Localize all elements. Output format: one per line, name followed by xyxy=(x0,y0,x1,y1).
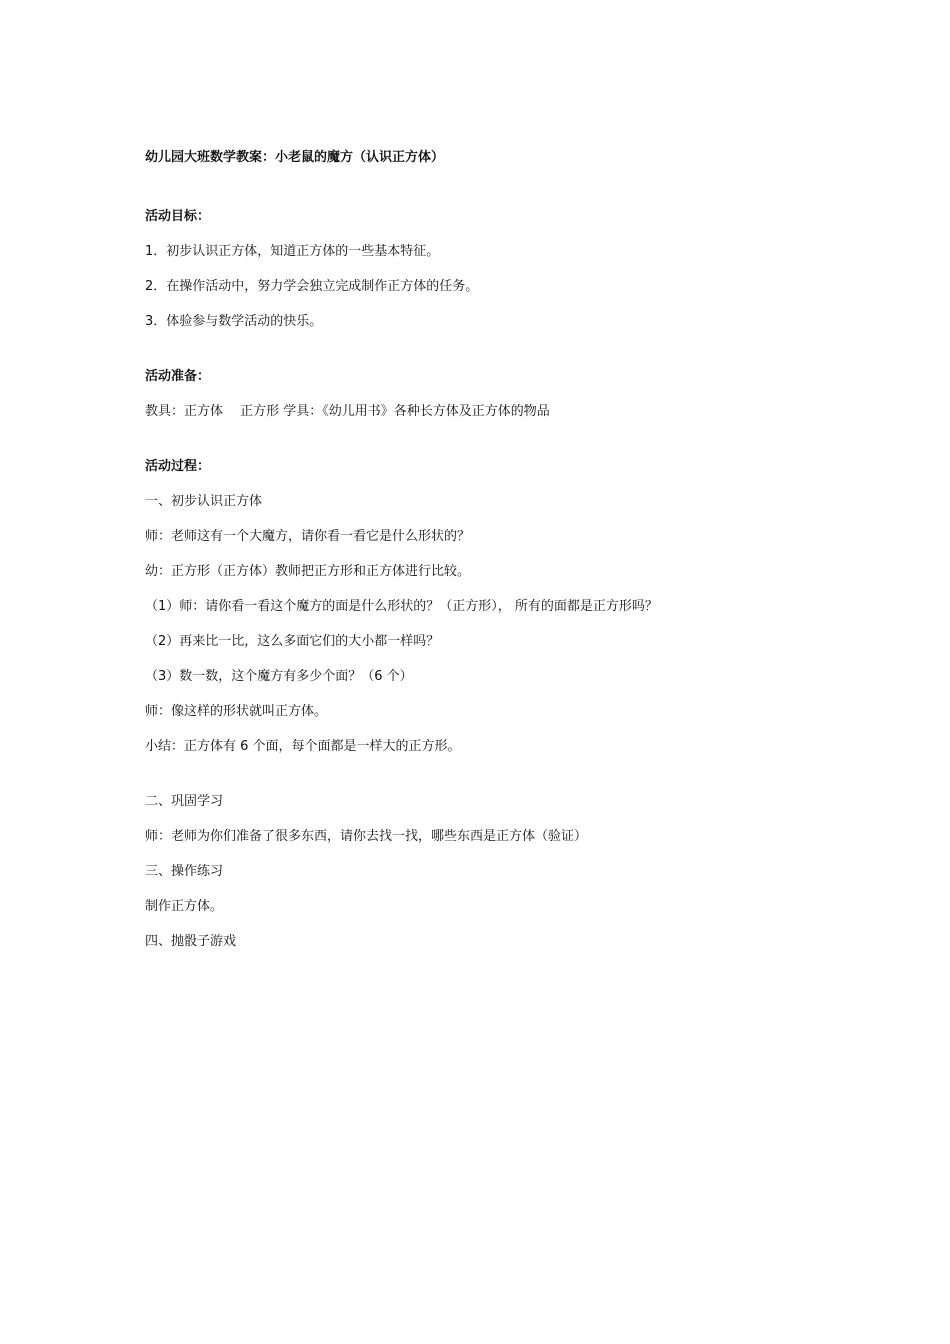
process-line: 师：老师这有一个大魔方，请你看一看它是什么形状的？ xyxy=(145,529,471,544)
process-heading: 活动过程： xyxy=(145,459,211,474)
process-summary: 小结：正方体有 6 个面，每个面都是一样大的正方形。 xyxy=(145,739,461,754)
preparation-text: 教具：正方体 正方形 学具：《幼儿用书》各种长方体及正方体的物品 xyxy=(145,404,550,419)
process-line: （3）数一数，这个魔方有多少个面？（6 个） xyxy=(145,669,413,684)
document-content xyxy=(145,149,835,968)
process-line: 二、巩固学习 xyxy=(145,794,224,809)
goal-item-1: 1．初步认识正方体，知道正方体的一些基本特征。 xyxy=(145,244,440,259)
goal-item-2: 2．在操作活动中，努力学会独立完成制作正方体的任务。 xyxy=(145,279,479,294)
document-title: 幼儿园大班数学教案：小老鼠的魔方（认识正方体） xyxy=(145,150,445,165)
preparation-heading: 活动准备： xyxy=(145,369,211,384)
process-line: 幼：正方形（正方体）教师把正方形和正方体进行比较。 xyxy=(145,564,471,579)
process-line: 制作正方体。 xyxy=(145,899,224,914)
process-line: （1）师：请你看一看这个魔方的面是什么形状的？（正方形）， 所有的面都是正方形吗？ xyxy=(145,599,658,614)
process-line: （2）再来比一比，这么多面它们的大小都一样吗？ xyxy=(145,634,440,649)
process-line: 三、操作练习 xyxy=(145,864,224,879)
process-line: 师：像这样的形状就叫正方体。 xyxy=(145,704,328,719)
goals-heading: 活动目标： xyxy=(145,209,211,224)
process-line: 一、初步认识正方体 xyxy=(145,494,263,509)
process-line: 师：老师为你们准备了很多东西，请你去找一找，哪些东西是正方体（验证） xyxy=(145,829,588,844)
goal-item-3: 3．体验参与数学活动的快乐。 xyxy=(145,314,323,329)
process-line: 四、抛骰子游戏 xyxy=(145,934,237,949)
